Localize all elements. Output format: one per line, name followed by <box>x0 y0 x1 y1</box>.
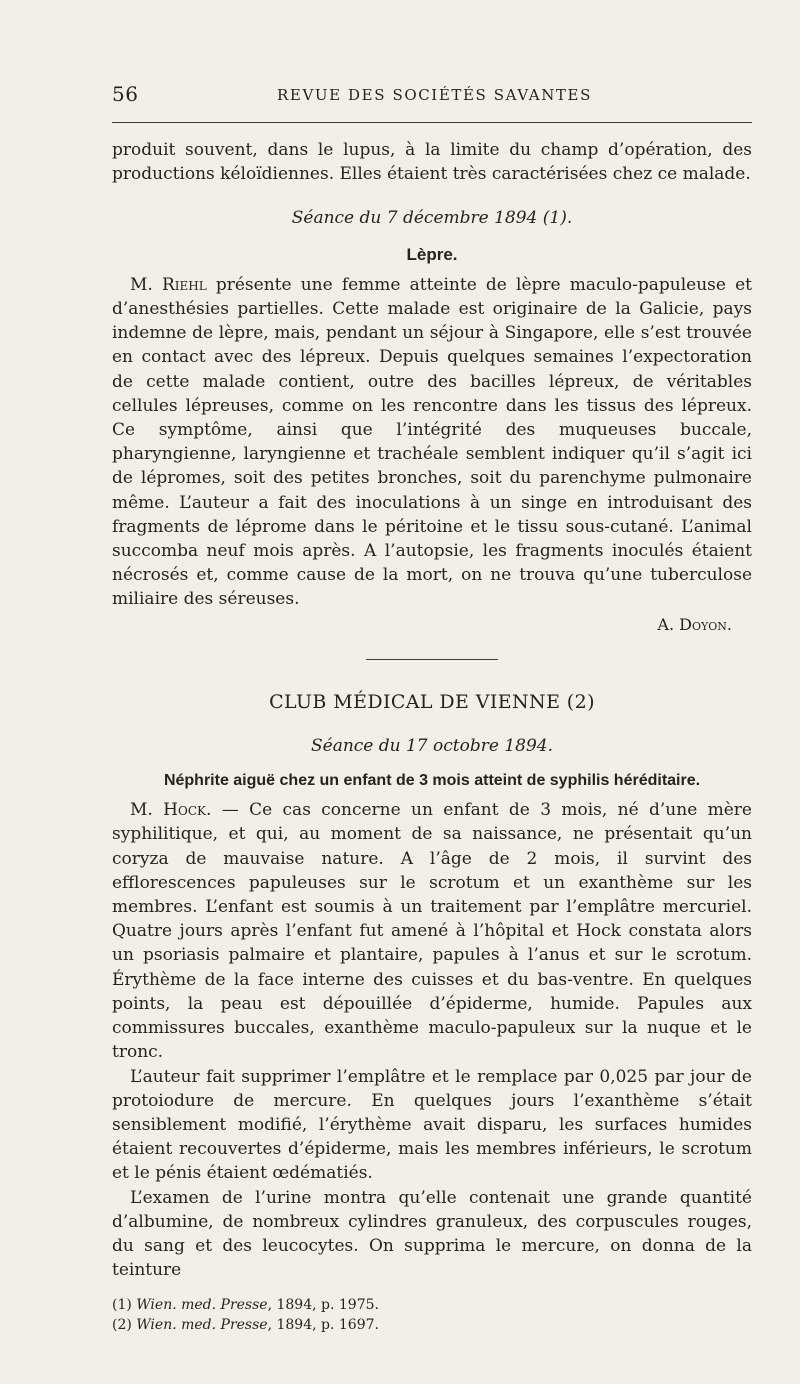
page-header <box>112 82 752 110</box>
paragraph-text: présente une femme atteinte de lèpre maculo-papuleuse et d’anesthésies partielles. Cette malade est originaire de la Galicie, pays indemne de lèpre, mais, pendant un séjour à Singapore, elle s’est trouvée en contact avec des lépreux. Depuis quelques semaines l’expectoration de cette malade contient, outre des bacilles lépreux, de véritables cellules lépreuses, comme on les rencontre dans les tissus des lépreux. Ce symptôme, ainsi que l’intégrité des muqueuses buccale, pharyngienne, laryngienne et trachéale semblent indiquer qu’il s’agit ici de lépromes, soit des petites bronches, soit du parenchyme pulmonaire même. L’auteur a fait des inoculations à un singe en introduisant des fragments de léprome dans le péritoine et le tissu sous-cutané. L’animal succomba neuf mois après. A l’autopsie, les fragments inoculés étaient nécrosés et, comme cause de la mort, on ne trouva qu’une tuberculose miliaire des séreuses. <box>112 274 752 610</box>
author-name: Riehl <box>161 274 207 295</box>
club-author-prefix: M. <box>130 800 164 821</box>
treatment-paragraph: L’auteur fait supprimer l’emplâtre et le remplace par 0,025 par jour de protoiodure de mercure. En quelques jours l’exanthème s’était sensiblement modifié, l’érythème avait disparu, les surfaces humides étaient recouvertes d’épiderme, mais les membres inférieurs, le scrotum et le pénis étaient œdématiés. <box>112 1066 752 1184</box>
section-separator <box>366 659 498 660</box>
club-session-date: Séance du 17 octobre 1894. <box>310 736 553 757</box>
footnote-marker: (2) <box>112 1317 137 1334</box>
footnote-details: , 1894, p. 1975. <box>267 1297 379 1314</box>
urine-paragraph: L’examen de l’urine montra qu’elle contenait une grande quantité d’albumine, de nombreux cylindres granuleux, des corpuscules rouges, du sang et des leucocytes. On supprima le mercure, on donna de la teinture <box>112 1187 752 1281</box>
session-date: Séance du 7 décembre 1894 (1). <box>291 208 573 229</box>
page-number: 56 <box>112 82 139 106</box>
club-topic-heading: Néphrite aiguë chez un enfant de 3 mois atteint de syphilis héréditaire. <box>163 772 701 790</box>
hock-paragraph <box>112 798 752 1064</box>
club-paragraph-text: . — Ce cas concerne un enfant de 3 mois, né d’une mère syphilitique, et qui, au moment de sa naissance, ne présentait qu’un coryza de mauvaise nature. A l’âge de 2 mois, il survint des efflorescences papuleuses sur le scrotum et un exanthème sur les membres. L’enfant est soumis à un traitement par l’emplâtre mercuriel. Quatre jours après l’enfant fut amené à l’hôpital et Hock constata alors un psoriasis palmaire et plantaire, papules à l’anus et sur le scrotum. Érythème de la face interne des cuisses et du bas-ventre. En quelques points, la peau est dépouillée d’épiderme, humide. Papules aux commissures buccales, exanthème maculo-papuleux sur la nuque et le tronc. <box>112 800 752 1063</box>
footnote-marker: (1) <box>112 1297 137 1314</box>
footnote-journal: Wien. med. Presse <box>136 1297 268 1314</box>
riehl-paragraph <box>112 273 752 612</box>
footnotes <box>112 1295 752 1335</box>
author-signature: A. Doyon. <box>657 614 732 634</box>
author-prefix: M. <box>130 274 162 295</box>
topic-heading: Lèpre. <box>406 244 458 264</box>
club-author-name: Hock <box>163 800 206 821</box>
footnote-journal: Wien. med. Presse <box>136 1317 268 1334</box>
article-body <box>112 138 752 1335</box>
intro-paragraph: produit souvent, dans le lupus, à la limite du champ d’opération, des productions kéloïdiennes. Elles étaient très caractérisées chez ce malade. <box>112 140 752 185</box>
footnote-details: , 1894, p. 1697. <box>267 1317 379 1334</box>
club-title: CLUB MÉDICAL DE VIENNE (2) <box>269 690 595 713</box>
header-rule <box>112 122 752 123</box>
running-title: REVUE DES SOCIÉTÉS SAVANTES <box>277 86 592 104</box>
footnote-2 <box>112 1315 752 1335</box>
footnote-1 <box>112 1295 752 1315</box>
